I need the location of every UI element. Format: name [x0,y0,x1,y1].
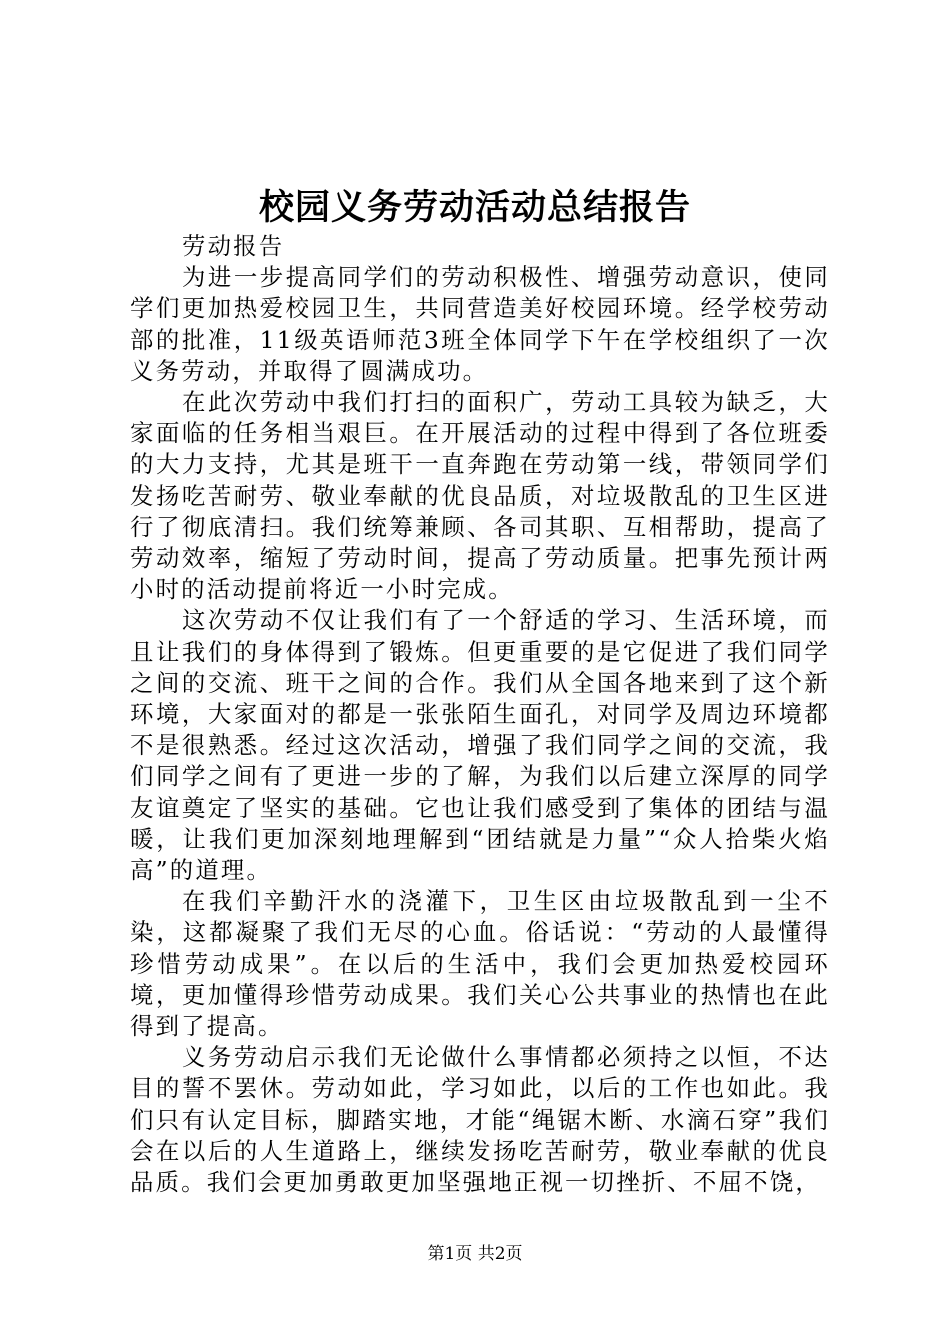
document-body [130,231,830,1198]
document-title: 校园义务劳动活动总结报告 [258,188,691,228]
paragraph-subheading: 劳动报告 [182,232,285,260]
paragraph: 在此次劳动中我们打扫的面积广，劳动工具较为缺乏，大家面临的任务相当艰巨。在开展活动的过程中得到了各位班委的大力支持，尤其是班干一直奔跑在劳动第一线，带领同学们发扬吃苦耐劳、敬业奉献的优良品质，对垃圾散乱的卫生区进行了彻底清扫。我们统筹兼顾、各司其职、互相帮助，提高了劳动效率，缩短了劳动时间，提高了劳动质量。把事先预计两小时的活动提前将近一小时完成。 [130,388,830,604]
paragraph: 这次劳动不仅让我们有了一个舒适的学习、生活环境，而且让我们的身体得到了锻炼。但更重要的是它促进了我们同学之间的交流、班干之间的合作。我们从全国各地来到了这个新环境，大家面对的都是一张张陌生面孔，对同学及周边环境都不是很熟悉。经过这次活动，增强了我们同学之间的交流，我们同学之间有了更进一步的了解，为我们以后建立深厚的同学友谊奠定了坚实的基础。它也让我们感受到了集体的团结与温暖，让我们更加深刻地理解到“团结就是力量”“众人拾柴火焰高”的道理。 [130,606,830,885]
paragraph: 义务劳动启示我们无论做什么事情都必须持之以恒，不达目的誓不罢休。劳动如此，学习如此，以后的工作也如此。我们只有认定目标，脚踏实地，才能“绳锯木断、水滴石穿”我们会在以后的人生道路上，继续发扬吃苦耐劳，敬业奉献的优良品质。我们会更加勇敢更加坚强地正视一切挫折、不屈不饶， [130,1043,830,1197]
paragraph: 在我们辛勤汗水的浇灌下，卫生区由垃圾散乱到一尘不染，这都凝聚了我们无尽的心血。俗话说：“劳动的人最懂得珍惜劳动成果”。在以后的生活中，我们会更加热爱校园环境，更加懂得珍惜劳动成果。我们关心公共事业的热情也在此得到了提高。 [130,887,830,1041]
paragraph: 为进一步提高同学们的劳动积极性、增强劳动意识，使同学们更加热爱校园卫生，共同营造美好校园环境。经学校劳动部的批准，11级英语师范3班全体同学下午在学校组织了一次义务劳动，并取得了圆满成功。 [130,263,830,385]
page-footer: 第1页 共2页 [427,1244,523,1264]
